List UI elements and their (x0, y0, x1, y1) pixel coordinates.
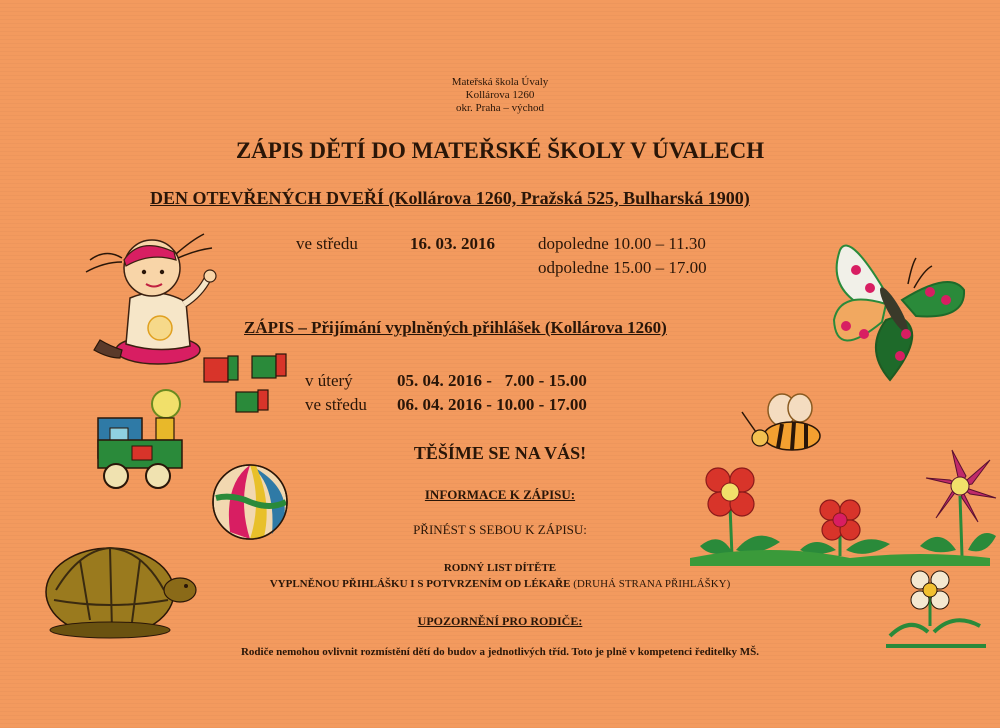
butterfly-drawing (820, 230, 970, 390)
enrollment-slot-2: 06. 04. 2016 - 10.00 - 17.00 (397, 395, 587, 414)
toy-blocks-drawing (200, 350, 300, 420)
open-day-heading: DEN OTEVŘENÝCH DVEŘÍ (Kollárova 1260, Pražská 525, Bulharská 1900) (150, 188, 750, 208)
enrollment-heading: ZÁPIS – Přijímání vyplněných přihlášek (Kollárova 1260) (244, 318, 667, 337)
flowers-drawing (690, 446, 1000, 662)
school-name: Mateřská škola Úvaly (451, 76, 549, 88)
toy-train-drawing (92, 388, 192, 498)
open-day-afternoon: odpoledne 15.00 – 17.00 (538, 258, 707, 277)
page-title: ZÁPIS DĚTÍ DO MATEŘSKÉ ŠKOLY V ÚVALECH (235, 138, 765, 163)
enrollment-day-1: v úterý (305, 371, 353, 390)
open-day-weekday: ve středu (296, 234, 358, 253)
info-item-birth-certificate: RODNÝ LIST DÍTĚTE (443, 562, 557, 574)
enrollment-slot-1: 05. 04. 2016 - 7.00 - 15.00 (397, 371, 587, 390)
school-street: Kollárova 1260 (465, 89, 535, 101)
enrollment-day-2: ve středu (305, 395, 367, 414)
open-day-date: 16. 03. 2016 (410, 234, 495, 253)
school-district: okr. Praha – východ (456, 102, 544, 114)
notice-text: Rodiče nemohou ovlivnit rozmístění dětí do budov a jednotlivých tříd. Toto je plně v kompetenci ředitelky MŠ. (240, 646, 760, 658)
info-bring: PŘINÉST S SEBOU K ZÁPISU: (413, 522, 587, 537)
greeting: TĚŠÍME SE NA VÁS! (413, 443, 587, 463)
info-heading: INFORMACE K ZÁPISU: (424, 487, 576, 502)
info-item-application-main: VYPLNĚNOU PŘIHLÁŠKU I S POTVRZENÍM OD LÉKAŘE (269, 578, 571, 590)
notice-heading: UPOZORNĚNÍ PRO RODIČE: (417, 614, 583, 628)
info-item-application-note: (DRUHÁ STRANA PŘIHLÁŠKY) (570, 578, 731, 590)
open-day-morning: dopoledne 10.00 – 11.30 (538, 234, 706, 253)
turtle-drawing (40, 530, 200, 645)
ball-drawing (210, 462, 290, 542)
